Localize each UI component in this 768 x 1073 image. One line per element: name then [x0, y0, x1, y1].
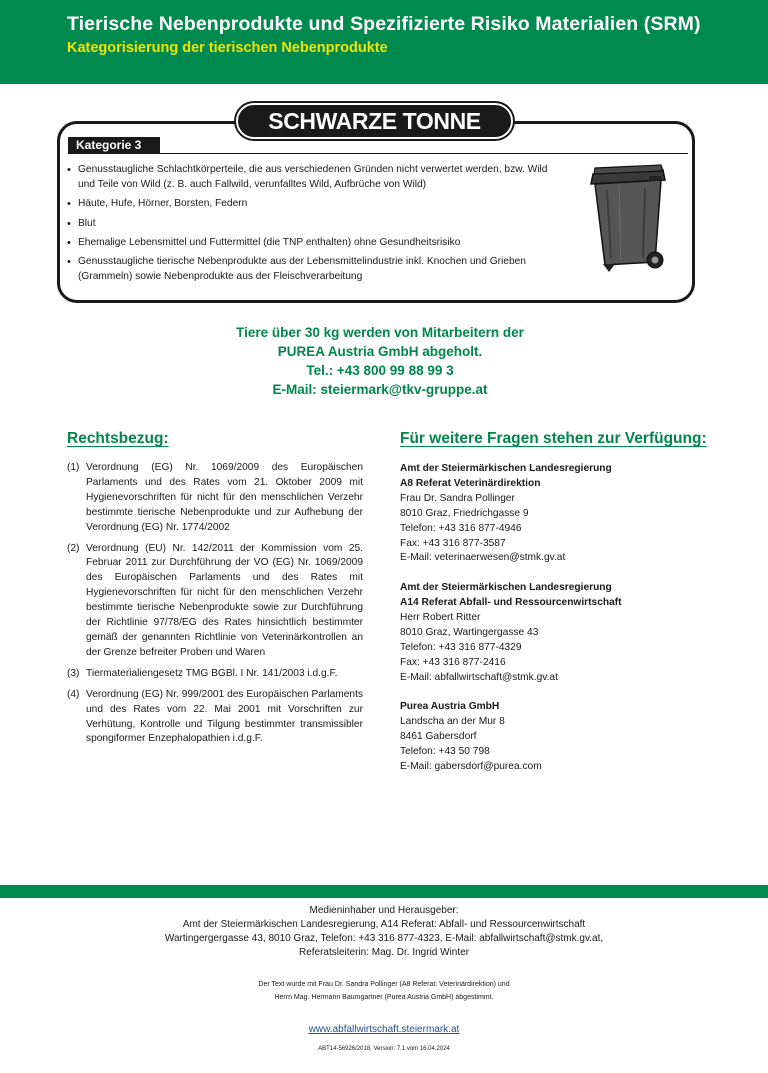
- contact-card: [400, 581, 700, 685]
- reference-text: Verordnung (EG) Nr. 999/2001 des Europäischen Parlaments und des Rates vom 22. Mai 2001 mit Vorschriften zur Verhütung, Kontrolle und Tilgung bestimmter transmissibler spongiformer Enzephalopathien i.d.g.F.: [86, 688, 363, 745]
- header-banner: [0, 0, 768, 84]
- bin-title: SCHWARZE TONNE: [268, 108, 481, 134]
- publisher-head: Referatsleiterin: Mag. Dr. Ingrid Winter: [298, 947, 470, 958]
- contact-email[interactable]: E-Mail: abfallwirtschaft@stmk.gv.at: [400, 671, 558, 683]
- bin-title-badge: [236, 103, 513, 139]
- category-divider: [68, 153, 688, 154]
- review-note-line-2: Herrn Mag. Hermann Baumgartner (Purea Austria GmbH) abgestimmt.: [274, 994, 494, 1001]
- contact-fax: Fax: +43 316 877-2416: [400, 656, 506, 668]
- contacts-heading: Für weitere Fragen stehen zur Verfügung:: [400, 430, 707, 447]
- contact-email[interactable]: E-Mail: veterinaerwesen@stmk.gv.at: [400, 552, 566, 564]
- pickup-line-1: Tiere über 30 kg werden von Mitarbeitern der: [236, 325, 524, 340]
- list-item: [67, 542, 363, 661]
- contact-department: A14 Referat Abfall- und Ressourcenwirtschaft: [400, 597, 622, 609]
- reference-number: (3): [67, 667, 80, 679]
- contact-person: Landscha an der Mur 8: [400, 716, 505, 728]
- contact-address: 8010 Graz, Wartingergasse 43: [400, 626, 539, 638]
- category-item-list: [66, 163, 566, 290]
- reference-number: (2): [67, 542, 80, 554]
- contacts-list: [400, 462, 700, 790]
- contact-department: A8 Referat Veterinärdirektion: [400, 477, 541, 489]
- page-title: Tierische Nebenprodukte und Spezifizierte Risiko Materialien (SRM): [67, 13, 701, 35]
- document-version: ABT14-56926/2018, Version: 7.1 vom 16.04.2024: [318, 1046, 450, 1052]
- pickup-line-2: PUREA Austria GmbH abgeholt.: [277, 344, 483, 359]
- list-item: [67, 688, 363, 748]
- contact-address: 8010 Graz, Friedrichgasse 9: [400, 507, 529, 519]
- reference-text: Verordnung (EG) Nr. 1069/2009 des Europäischen Parlaments und des Rates vom 21. Oktober 2009 mit Hygienevorschriften für nicht für den menschlichen Verzehr bestimmte tierische Nebenprodukte und zur Aufhebung der Verordnung (EG) Nr. 1774/2002: [86, 462, 363, 533]
- contact-email[interactable]: E-Mail: gabersdorf@purea.com: [400, 760, 542, 772]
- list-item: • Blut: [66, 217, 566, 232]
- contact-phone: Telefon: +43 316 877-4329: [400, 641, 522, 653]
- list-item: [67, 667, 363, 682]
- website-link[interactable]: www.abfallwirtschaft.steiermark.at: [308, 1024, 460, 1035]
- publisher-heading: Medieninhaber und Herausgeber:: [309, 905, 459, 916]
- contact-fax: Fax: +43 316 877-3587: [400, 537, 506, 549]
- contact-address: 8461 Gabersdorf: [400, 731, 477, 743]
- reference-number: (1): [67, 462, 80, 473]
- page-subtitle: Kategorisierung der tierischen Nebenprodukte: [67, 40, 388, 56]
- footer-divider-bar: [0, 885, 768, 898]
- legal-reference-list: [67, 461, 363, 753]
- contact-person: Herr Robert Ritter: [400, 611, 481, 623]
- list-item: • Genusstaugliche tierische Nebenprodukte aus der Lebensmittelindustrie inkl. Knochen und Grieben (Grammeln) sowie Nebenprodukte aus der Fleischverarbeitung: [66, 255, 566, 285]
- contact-org: Purea Austria GmbH: [400, 701, 500, 713]
- pickup-info: [180, 323, 580, 399]
- publisher-info: [100, 904, 668, 960]
- pickup-phone: Tel.: +43 800 99 88 99 3: [306, 363, 454, 378]
- list-item: • Genusstaugliche Schlachtkörperteile, die aus verschiedenen Gründen nicht verwertet werden, bzw. Wild und Teile von Wild (z. B. auch Fallwild, verunfalltes Wild, Aufbrüche von Wild): [66, 163, 566, 193]
- pickup-email[interactable]: E-Mail: steiermark@tkv-gruppe.at: [272, 382, 488, 397]
- contact-phone: Telefon: +43 50 798: [400, 746, 490, 757]
- reference-number: (4): [67, 688, 80, 700]
- contact-card: [400, 700, 700, 775]
- contact-org: Amt der Steiermärkischen Landesregierung: [400, 463, 612, 474]
- contact-phone: Telefon: +43 316 877-4946: [400, 522, 522, 534]
- reference-text: Tiermaterialiengesetz TMG BGBl. I Nr. 141/2003 i.d.g.F.: [86, 667, 338, 679]
- black-waste-bin-icon: [585, 160, 671, 275]
- publisher-name: Amt der Steiermärkischen Landesregierung, A14 Referat: Abfall- und Ressourcenwirtschaft: [182, 919, 586, 930]
- list-item: • Häute, Hufe, Hörner, Borsten, Federn: [66, 197, 566, 212]
- publisher-address: Wartingergergasse 43, 8010 Graz, Telefon: +43 316 877-4323, E-Mail: abfallwirtschaft@stmk.gv.at,: [164, 933, 604, 944]
- list-item: • Ehemalige Lebensmittel und Futtermittel (die TNP enthalten) ohne Gesundheitsrisiko: [66, 236, 566, 251]
- category-label: Kategorie 3: [68, 137, 160, 154]
- legal-basis-heading: Rechtsbezug:: [67, 430, 169, 447]
- contact-org: Amt der Steiermärkischen Landesregierung: [400, 582, 612, 594]
- contact-card: [400, 462, 700, 566]
- reference-text: Verordnung (EU) Nr. 142/2011 der Kommission vom 25. Februar 2011 zur Durchführung der VO (EG) Nr. 1069/2009 des Europäischen Parlaments und des Rates mit Hygienevorschriften für nicht für den menschlichen Verzehr bestimmte tierische Nebenprodukte sowie zur Durchführung der Richtlinie 97/78/EG des Rates hinsichtlich bestimmter gemäß der genannten Richtlinie von Veterinärkontrollen an der Grenze befreiter Proben und Waren: [86, 542, 363, 658]
- contact-person: Frau Dr. Sandra Pollinger: [400, 492, 515, 504]
- list-item: [67, 461, 363, 536]
- review-note-line-1: Der Text wurde mit Frau Dr. Sandra Pollinger (A8 Referat: Veterinärdirektion) und: [258, 981, 510, 988]
- review-note: [150, 978, 618, 1004]
